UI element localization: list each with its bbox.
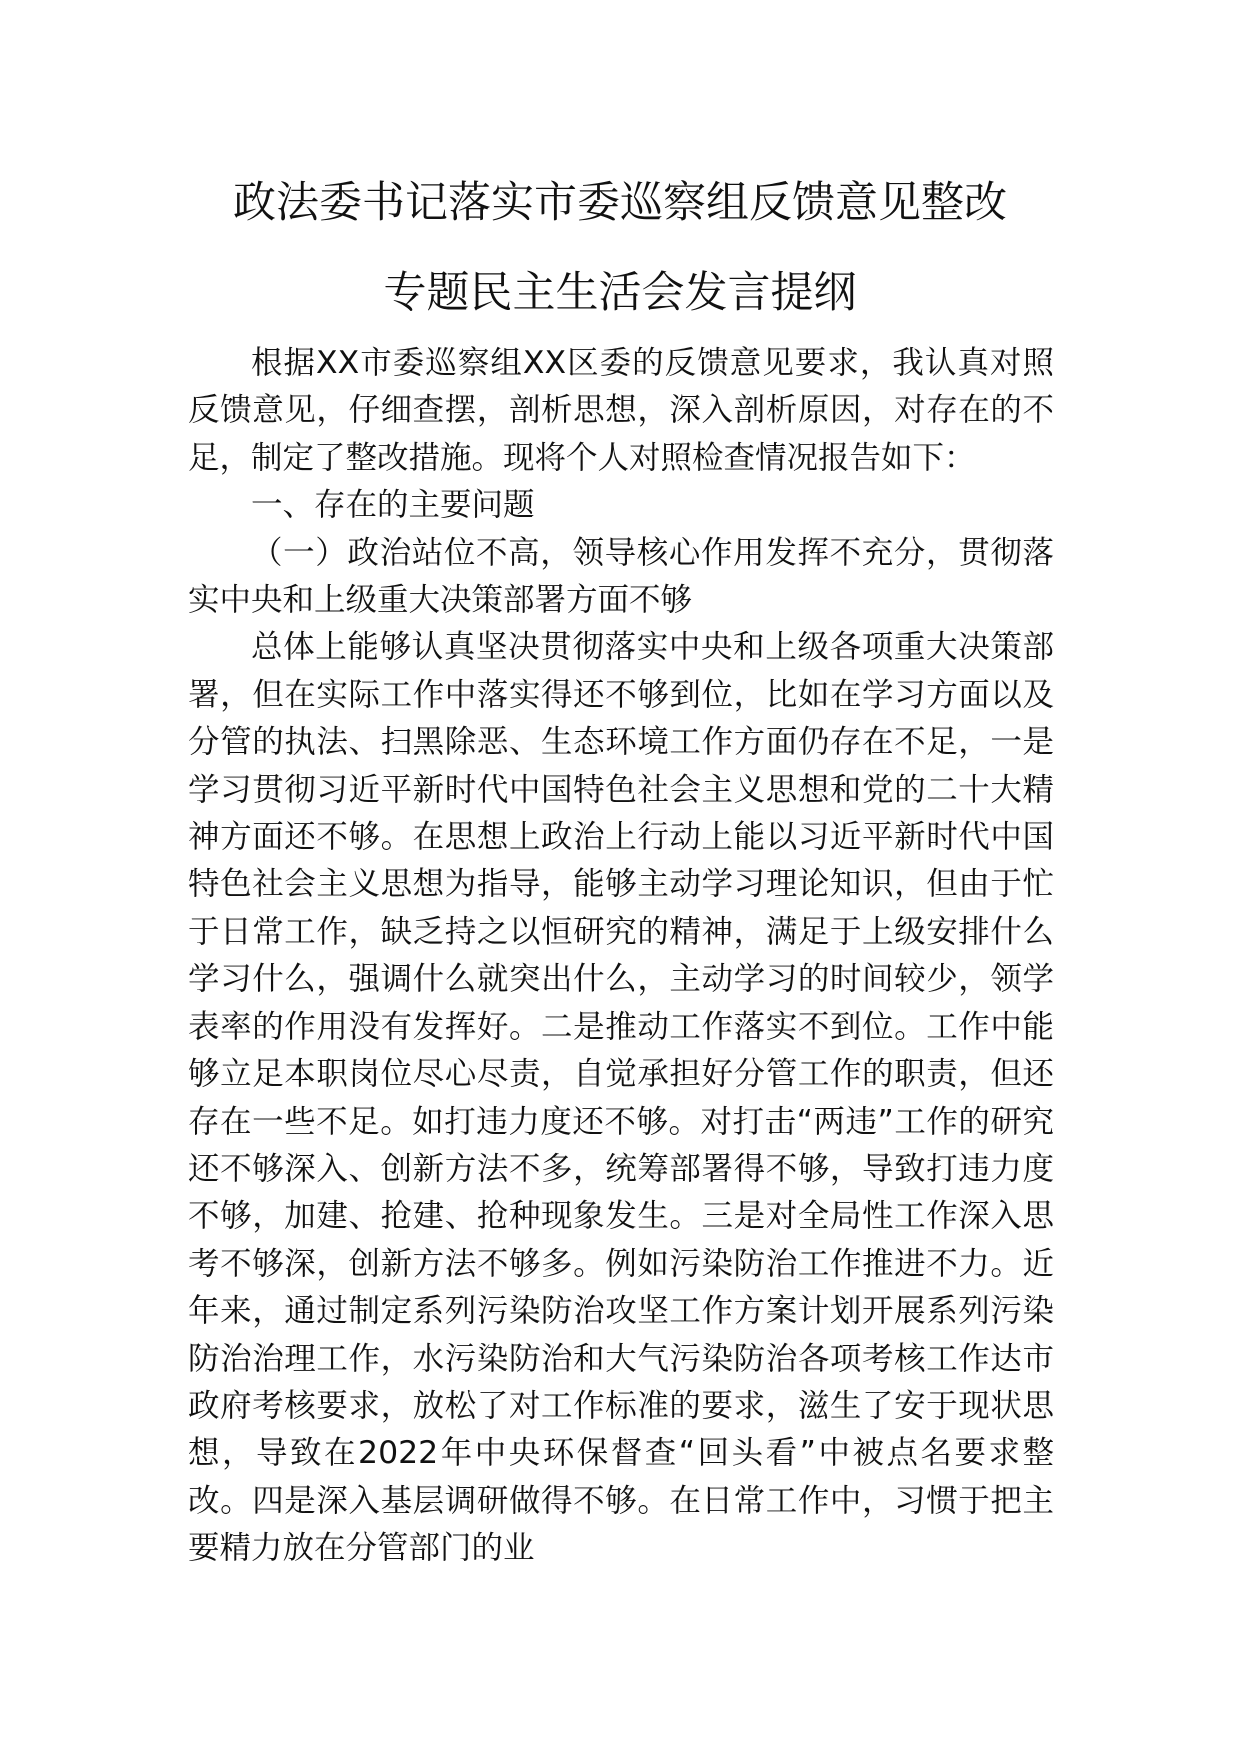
document-body [188,340,1054,1573]
section-heading: 一、存在的主要问题 [251,487,535,524]
document-title-line-1: 政法委书记落实市委巡察组反馈意见整改 [233,178,1007,228]
subsection-heading: （一）政治站位不高，领导核心作用发挥不充分，贯彻落实中央和上级重大决策部署方面不够 [188,534,1054,619]
document-title-line-2: 专题民主生活会发言提纲 [383,268,857,318]
body-paragraph: 总体上能够认真坚决贯彻落实中央和上级各项重大决策部署，但在实际工作中落实得还不够到位，比如在学习方面以及分管的执法、扫黑除恶、生态环境工作方面仍存在不足，一是学习贯彻习近平新时代中国特色社会主义思想和党的二十大精神方面还不够。在思想上政治上行动上能以习近平新时代中国特色社会主义思想为指导，能够主动学习理论知识，但由于忙于日常工作，缺乏持之以恒研究的精神，满足于上级安排什么学习什么，强调什么就突出什么，主动学习的时间较少，领学表率的作用没有发挥好。二是推动工作落实不到位。工作中能够立足本职岗位尽心尽责，自觉承担好分管工作的职责，但还存在一些不足。如打违力度还不够。对打击“两违”工作的研究还不够深入、创新方法不多，统筹部署得不够，导致打违力度不够，加建、抢建、抢种现象发生。三是对全局性工作深入思考不够深，创新方法不够多。例如污染防治工作推进不力。近年来，通过制定系列污染防治攻坚工作方案计划开展系列污染防治治理工作，水污染防治和大气污染防治各项考核工作达市政府考核要求，放松了对工作标准的要求，滋生了安于现状思想，导致在2022年中央环保督查“回头看”中被点名要求整改。四是深入基层调研做得不够。在日常工作中，习惯于把主要精力放在分管部门的业 [188,629,1054,1567]
intro-paragraph: 根据XX市委巡察组XX区委的反馈意见要求，我认真对照反馈意见，仔细查摆，剖析思想，深入剖析原因，对存在的不足，制定了整改措施。现将个人对照检查情况报告如下： [188,345,1054,476]
